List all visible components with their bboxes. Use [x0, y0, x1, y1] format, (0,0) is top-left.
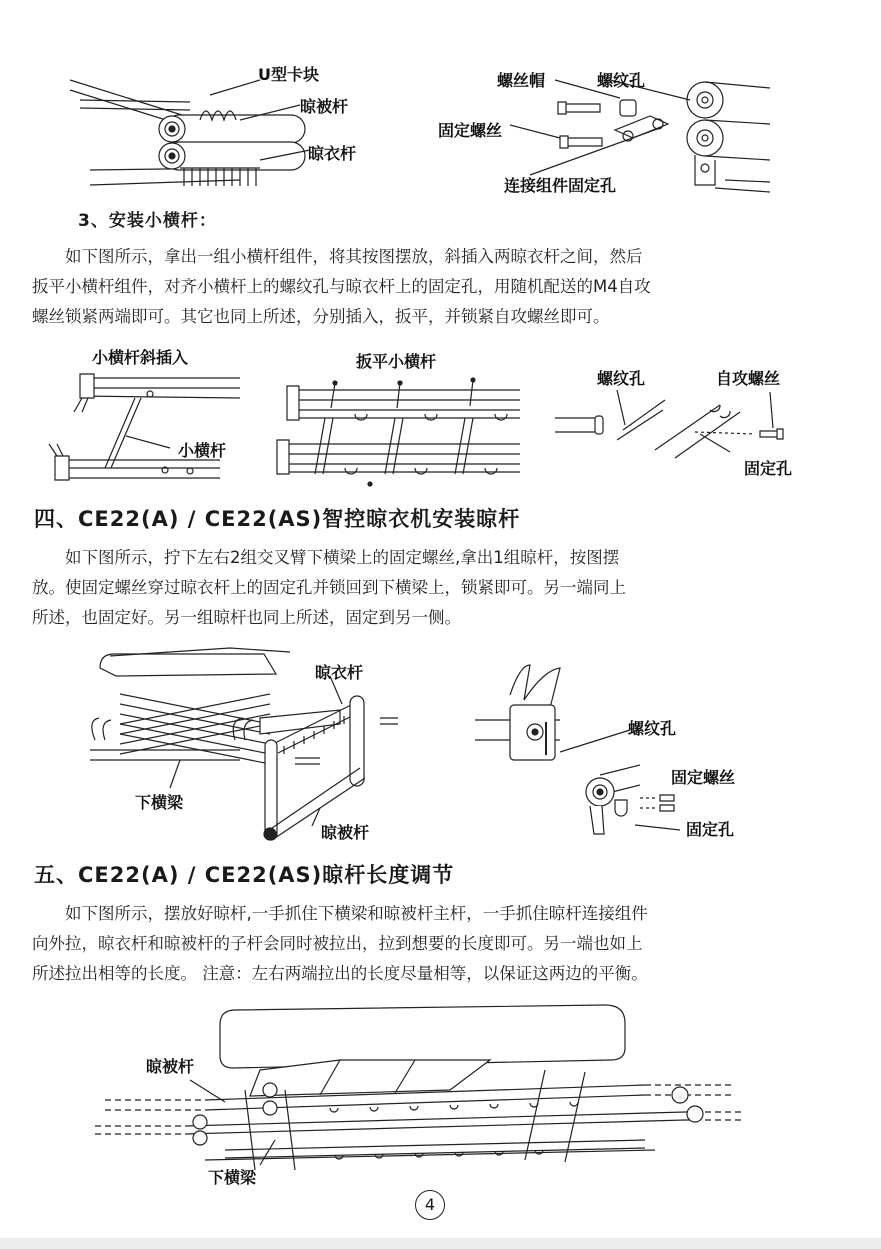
- section4-body: [32, 543, 626, 633]
- lower-beam-label-s4: 下横梁: [135, 793, 184, 812]
- u-clip-label: U型卡块: [258, 65, 319, 84]
- section3-body: [32, 242, 651, 332]
- thread-hole-label-top: 螺纹孔: [597, 71, 646, 90]
- section4-line-1: 如下图所示，拧下左右2组交叉臂下横梁上的固定螺丝,拿出1组晾杆，按图摆: [65, 548, 620, 567]
- thread-hole-label-s4: 螺纹孔: [628, 719, 677, 738]
- section5-heading: 五、CE22(A) / CE22(AS)晾杆长度调节: [34, 863, 455, 887]
- thread-hole-label-s3: 螺纹孔: [597, 369, 646, 388]
- section3-line-1: 如下图所示，拿出一组小横杆组件，将其按图摆放，斜插入两晾衣杆之间，然后: [65, 247, 643, 266]
- beam-connector-illustration: [470, 660, 650, 770]
- clothes-rod-label: 晾衣杆: [308, 144, 357, 163]
- fix-hole-label-s3: 固定孔: [744, 459, 793, 478]
- quilt-rod-label-s4: 晾被杆: [321, 823, 370, 842]
- lower-beam-label-s5: 下横梁: [208, 1168, 257, 1187]
- small-rod-label: 小横杆: [178, 441, 227, 460]
- quilt-rod-label-s5: 晾被杆: [146, 1057, 195, 1076]
- section5-line-3: 所述拉出相等的长度。 注意：左右两端拉出的长度尽量相等，以保证这两边的平衡。: [32, 964, 648, 983]
- clothes-rod-label-s4: 晾衣杆: [315, 663, 364, 682]
- section3-line-2: 扳平小横杆组件，对齐小横杆上的螺纹孔与晾衣杆上的固定孔，用随机配送的M4自攻: [32, 277, 651, 296]
- self-tap-screw-label: 自攻螺丝: [716, 369, 781, 388]
- rod-end-illustration: [60, 60, 390, 195]
- section5-line-2: 向外拉，晾衣杆和晾被杆的子杆会同时被拉出，拉到想要的长度即可。另一端也如上: [32, 934, 643, 953]
- fix-hole-label-s4: 固定孔: [686, 820, 735, 839]
- quilt-rod-label: 晾被杆: [300, 97, 349, 116]
- fix-screw-label-top: 固定螺丝: [438, 121, 503, 140]
- length-adjust-illustration: [85, 1000, 755, 1182]
- screw-cap-label: 螺丝帽: [497, 71, 546, 90]
- section5-line-1: 如下图所示，摆放好晾杆,一手抓住下横梁和晾被杆主杆，一手抓住晾杆连接组件: [65, 904, 648, 923]
- insert-small-rod-illustration: [40, 368, 240, 488]
- flatten-rod-illustration: [275, 378, 520, 490]
- section3-heading: 3、安装小横杆：: [78, 211, 217, 231]
- bottom-bar: [0, 1238, 881, 1249]
- page-number: 4: [415, 1190, 445, 1220]
- section5-body: [32, 899, 648, 989]
- section4-heading: 四、CE22(A) / CE22(AS)智控晾衣机安装晾杆: [34, 507, 521, 531]
- flatten-rod-label: 扳平小横杆: [356, 352, 437, 371]
- section4-line-3: 所述，也固定好。另一组晾杆也同上所述，固定到另一侧。: [32, 608, 461, 627]
- insert-diag-label: 小横杆斜插入: [92, 348, 189, 367]
- section3-line-3: 螺丝锁紧两端即可。其它也同上所述，分别插入，扳平，并锁紧自攻螺丝即可。: [32, 307, 610, 326]
- section4-line-2: 放。使固定螺丝穿过晾衣杆上的固定孔并锁回到下横梁上，锁紧即可。另一端同上: [32, 578, 626, 597]
- fix-screw-label-s4: 固定螺丝: [671, 768, 736, 787]
- connector-hole-label: 连接组件固定孔: [504, 176, 617, 195]
